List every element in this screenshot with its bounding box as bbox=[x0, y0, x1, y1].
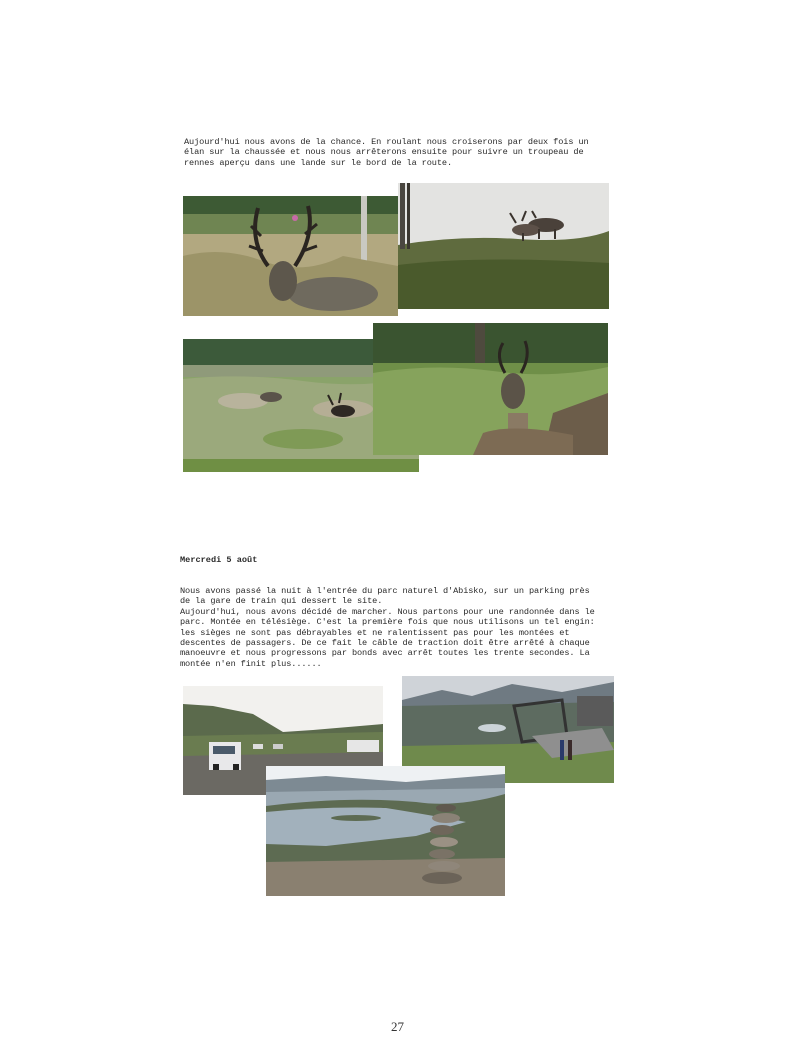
text-line: montée n'en finit plus...... bbox=[180, 658, 322, 669]
text-line: parc. Montée en télésiège. C'est la première fois que nous utilisons un tel engin: bbox=[180, 617, 595, 628]
text-line: rennes aperçu dans une lande sur le bord de la route. bbox=[184, 157, 453, 168]
reindeer-herd-photo bbox=[398, 183, 609, 309]
text-line: Nous avons passé la nuit à l'entrée du parc naturel d'Abisko, sur un parking près bbox=[180, 586, 590, 596]
page-number: 27 bbox=[391, 1019, 404, 1034]
date-heading: Mercredi 5 août bbox=[180, 555, 258, 565]
intro-paragraph bbox=[184, 137, 589, 168]
text-line: élan sur la chaussée et nous nous arrêterons ensuite pour suivre un troupeau de bbox=[184, 147, 584, 158]
reindeer-forest-photo bbox=[373, 323, 608, 455]
text-line: Aujourd'hui nous avons de la chance. En roulant nous croiserons par deux fois un bbox=[184, 137, 589, 147]
reindeer-closeup-photo bbox=[183, 196, 398, 316]
text-line: les sièges ne sont pas débrayables et ne ralentissent pas pour les montées et bbox=[180, 627, 570, 638]
cairn-lake-photo bbox=[266, 766, 505, 896]
text-line: descentes de passagers. De ce fait le câble de traction doit être arrêté à chaque bbox=[180, 638, 590, 649]
text-line: Aujourd'hui, nous avons décidé de marcher. Nous partons pour une randonnée dans le bbox=[180, 606, 595, 617]
abisko-paragraph bbox=[180, 586, 595, 669]
text-line: de la gare de train qui dessert le site. bbox=[180, 596, 383, 607]
text-line: manoeuvre et nous progressons par bonds avec arrêt toutes les trente secondes. La bbox=[180, 648, 590, 659]
